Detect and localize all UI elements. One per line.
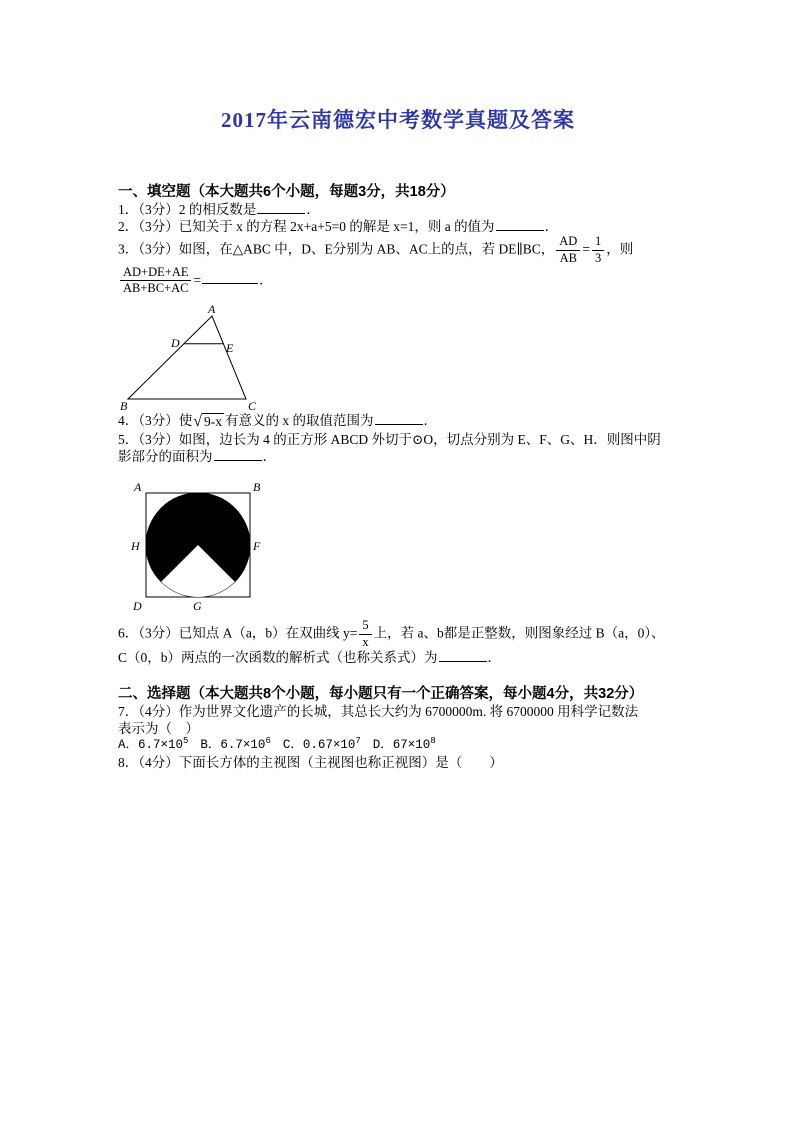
q6-text: 6．（3分）已知点 A（a，b）在双曲线 y= [118, 625, 358, 641]
fraction-denominator: AB [559, 250, 577, 265]
corner-label-b: B [253, 479, 261, 494]
question-7-options [118, 737, 678, 754]
answer-blank [375, 412, 423, 425]
q4-text: 4．（3分）使 [118, 413, 193, 428]
q3-text-then: ，则 [606, 241, 634, 257]
option-d-text: D．67×10 [372, 738, 431, 753]
corner-label-d: D [133, 598, 142, 613]
question-5-line2 [118, 448, 678, 465]
option-a-text: A．6.7×10 [118, 738, 184, 753]
question-4 [118, 412, 678, 431]
q5-period: ． [262, 448, 276, 464]
page-title: 2017年云南德宏中考数学真题及答案 [221, 108, 575, 132]
answer-blank [496, 218, 544, 231]
option-b [200, 738, 270, 752]
triangle-figure [120, 302, 260, 412]
option-a-exponent: 5 [183, 736, 189, 747]
question-6-line2 [118, 649, 678, 666]
option-b-exponent: 6 [265, 736, 271, 747]
radical-sign: √ [193, 412, 203, 430]
triangle-outline [128, 316, 246, 399]
fraction-sum-ratio [120, 266, 191, 297]
q1-period: ． [306, 202, 320, 217]
point-label-d: D [171, 336, 180, 350]
section-fill-in-heading: 一、填空题（本大题共6个小题，每题3分，共18分） [118, 184, 455, 200]
fraction-denominator: x [362, 634, 369, 649]
question-7-line2 [118, 720, 678, 737]
vertex-label-b: B [120, 399, 128, 412]
corner-label-a: A [134, 479, 142, 494]
q7-text-line2: 表示为（ ） [118, 721, 199, 737]
option-c [283, 738, 361, 752]
section-choice-heading: 二、选择题（本大题共8个小题，每小题只有一个正确答案，每小题4分，共32分） [118, 686, 644, 703]
point-label-e: E [226, 341, 234, 355]
fraction-numerator: AD+DE+AE [120, 266, 191, 282]
vertex-label-c: C [248, 399, 257, 412]
answer-blank [214, 448, 262, 461]
question-5-line1 [118, 431, 678, 448]
answer-blank [257, 201, 305, 214]
q2-period: ． [544, 219, 559, 234]
fraction-numerator: AD [556, 235, 580, 251]
option-b-text: B．6.7×10 [200, 738, 266, 753]
document-content [0, 104, 794, 771]
tangent-label-g: G [193, 598, 202, 613]
fraction-ad-ab [556, 235, 580, 266]
sqrt-expression [193, 413, 224, 431]
answer-blank [439, 649, 487, 662]
question-1 [118, 201, 678, 218]
equals-sign: = [582, 241, 590, 257]
option-c-exponent: 7 [355, 736, 361, 747]
question-6-line1 [118, 619, 678, 650]
vertex-label-a: A [208, 302, 216, 316]
option-a [118, 738, 188, 752]
question-8 [118, 754, 678, 771]
question-3-line1 [118, 235, 678, 266]
option-d-exponent: 8 [430, 736, 436, 747]
q4-text-after: 有意义的 x 的取值范围为 [225, 413, 374, 428]
q6-text-line2: C（0，b）两点的一次函数的解析式（也称关系式）为 [118, 650, 438, 666]
radicand: 9-x [204, 413, 223, 429]
fraction-numerator: 1 [592, 235, 604, 251]
question-7-line1 [118, 703, 678, 720]
option-c-text: C．0.67×10 [282, 738, 356, 753]
question-3-line2 [118, 266, 678, 297]
q5-text-line1: 5．（3分）如图，边长为 4 的正方形 ABCD 外切于⊙O，切点分别为 E、F、G、H．则图中阴 [118, 431, 661, 447]
q3-text: 3．（3分）如图，在△ABC 中，D、E分别为 AB、AC上的点，若 DE∥BC， [118, 241, 555, 257]
fraction-denominator: 3 [594, 250, 602, 265]
q7-text-line1: 7．（4分）作为世界文化遗产的长城，其总长大约为 6700000m. 将 6700000 用科学记数法 [118, 704, 639, 720]
tangent-label-f: F [253, 538, 261, 553]
fraction-one-third [592, 235, 604, 266]
q4-period: ． [423, 413, 438, 428]
fraction-denominator: AB+BC+AC [122, 281, 189, 296]
q6-period: ． [487, 650, 502, 666]
q3-period: ． [259, 271, 273, 287]
question-2 [118, 218, 678, 235]
q6-text-after: 上，若 a、b都是正整数，则图象经过 B（a，0）、 [373, 625, 665, 641]
equals-sign: = [193, 271, 202, 287]
q2-text: 2．（3分）已知关于 x 的方程 2x+a+5=0 的解是 x=1，则 a 的值为 [118, 219, 495, 234]
fraction-numerator: 5 [359, 619, 371, 635]
tangent-label-h: H [131, 538, 140, 553]
fraction-five-over-x [359, 619, 371, 650]
answer-blank [202, 271, 258, 284]
q5-text-line2: 影部分的面积为 [118, 448, 213, 464]
q1-text: 1．（3分）2 的相反数是 [118, 202, 257, 217]
q8-text: 8．（4分）下面长方体的主视图（主视图也称正视图）是（ ） [118, 755, 503, 771]
option-d [373, 738, 436, 752]
square-circle-figure [126, 479, 276, 619]
